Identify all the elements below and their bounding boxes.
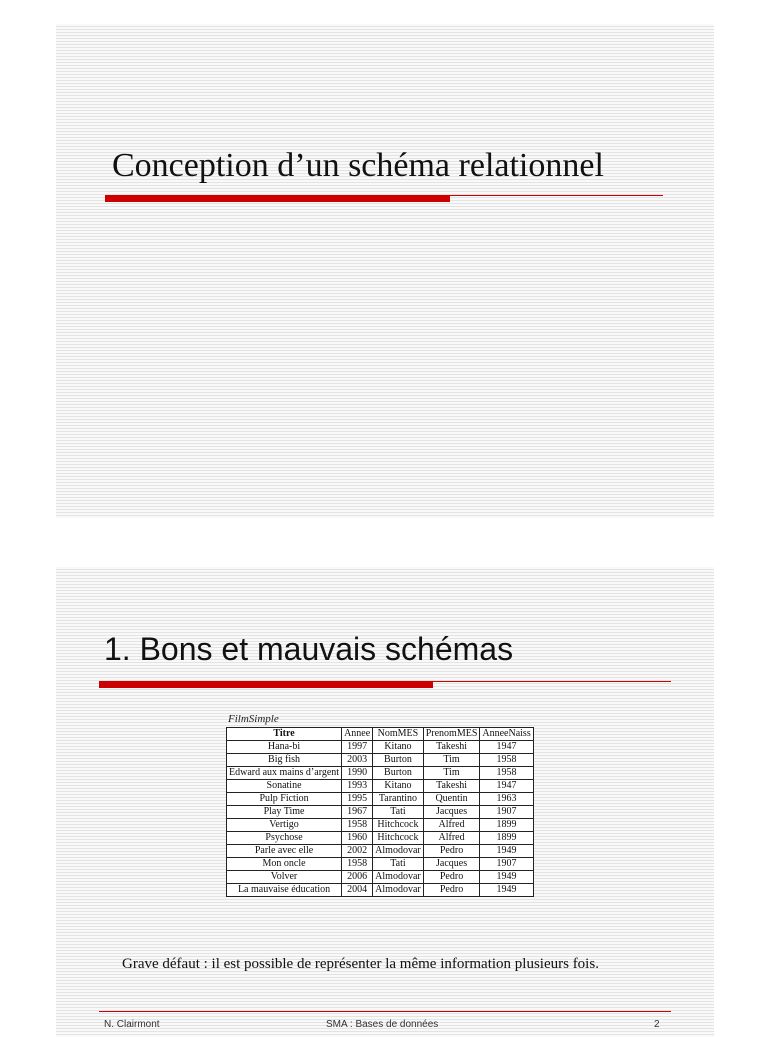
slide-2-title: 1. Bons et mauvais schémas bbox=[104, 631, 514, 667]
film-simple-table bbox=[226, 727, 534, 897]
table-cell: Hitchcock bbox=[373, 832, 424, 845]
table-cell: 1949 bbox=[480, 845, 533, 858]
table-cell: Psychose bbox=[227, 832, 342, 845]
table-cell: Quentin bbox=[423, 793, 480, 806]
table-cell: Volver bbox=[227, 871, 342, 884]
table-cell: Jacques bbox=[423, 858, 480, 871]
table-cell: La mauvaise éducation bbox=[227, 884, 342, 897]
table-cell: Pedro bbox=[423, 845, 480, 858]
table-cell: 1960 bbox=[342, 832, 373, 845]
table-body bbox=[227, 741, 534, 897]
title-rule-thick bbox=[105, 195, 450, 202]
table-cell: Tim bbox=[423, 767, 480, 780]
table-row bbox=[227, 832, 534, 845]
table-row bbox=[227, 780, 534, 793]
table-cell: Tati bbox=[373, 858, 424, 871]
footer-author: N. Clairmont bbox=[104, 1019, 160, 1030]
table-cell: 1899 bbox=[480, 819, 533, 832]
slide-1-title: Conception d’un schéma relationnel bbox=[112, 147, 604, 184]
table-row bbox=[227, 884, 534, 897]
table-cell: 2004 bbox=[342, 884, 373, 897]
table-cell: Hana-bi bbox=[227, 741, 342, 754]
table-cell: 2003 bbox=[342, 754, 373, 767]
table-cell: 1949 bbox=[480, 871, 533, 884]
table-cell: 1899 bbox=[480, 832, 533, 845]
table-cell: 1958 bbox=[342, 819, 373, 832]
title-rule-thick bbox=[99, 681, 433, 688]
table-cell: 1958 bbox=[480, 754, 533, 767]
table-cell: Burton bbox=[373, 754, 424, 767]
table-cell: Jacques bbox=[423, 806, 480, 819]
table-cell: 1949 bbox=[480, 884, 533, 897]
slide-1 bbox=[56, 24, 714, 518]
title-rule-thin bbox=[433, 681, 671, 682]
table-cell: Pedro bbox=[423, 871, 480, 884]
table-cell: Play Time bbox=[227, 806, 342, 819]
table-cell: 1958 bbox=[342, 858, 373, 871]
table-cell: Alfred bbox=[423, 819, 480, 832]
table-cell: Tarantino bbox=[373, 793, 424, 806]
table-cell: Hitchcock bbox=[373, 819, 424, 832]
table-cell: Almodovar bbox=[373, 871, 424, 884]
title-rule-thin bbox=[450, 195, 663, 196]
table-cell: Tim bbox=[423, 754, 480, 767]
table-row bbox=[227, 871, 534, 884]
table-header-row bbox=[227, 728, 534, 741]
table-cell: 1947 bbox=[480, 741, 533, 754]
table-cell: Big fish bbox=[227, 754, 342, 767]
table-row bbox=[227, 767, 534, 780]
table-cell: Tati bbox=[373, 806, 424, 819]
table-cell: 1907 bbox=[480, 806, 533, 819]
table-cell: Kitano bbox=[373, 741, 424, 754]
table-row bbox=[227, 819, 534, 832]
table-cell: Almodovar bbox=[373, 845, 424, 858]
footer-page-number: 2 bbox=[654, 1019, 660, 1030]
table-cell: 1995 bbox=[342, 793, 373, 806]
table-cell: 1993 bbox=[342, 780, 373, 793]
slide-2 bbox=[56, 567, 714, 1037]
column-header-annee: Annee bbox=[342, 728, 373, 741]
table-caption: FilmSimple bbox=[228, 713, 279, 725]
table-cell: Takeshi bbox=[423, 780, 480, 793]
column-header-prenommes: PrenomMES bbox=[423, 728, 480, 741]
table-cell: Burton bbox=[373, 767, 424, 780]
table-cell: Alfred bbox=[423, 832, 480, 845]
table-cell: 1958 bbox=[480, 767, 533, 780]
table-row bbox=[227, 793, 534, 806]
table-cell: Kitano bbox=[373, 780, 424, 793]
table-cell: Sonatine bbox=[227, 780, 342, 793]
column-header-anneenaiss: AnneeNaiss bbox=[480, 728, 533, 741]
table-cell: Almodovar bbox=[373, 884, 424, 897]
table-cell: 1947 bbox=[480, 780, 533, 793]
table-cell: Mon oncle bbox=[227, 858, 342, 871]
footer-rule bbox=[99, 1011, 671, 1012]
table-cell: Pedro bbox=[423, 884, 480, 897]
table-cell: Takeshi bbox=[423, 741, 480, 754]
table-row bbox=[227, 845, 534, 858]
table-row bbox=[227, 806, 534, 819]
table-cell: Vertigo bbox=[227, 819, 342, 832]
column-header-titre: Titre bbox=[227, 728, 342, 741]
table-cell: 2002 bbox=[342, 845, 373, 858]
footer-course: SMA : Bases de données bbox=[326, 1019, 439, 1030]
table-cell: 1967 bbox=[342, 806, 373, 819]
table-row bbox=[227, 754, 534, 767]
table-cell: Pulp Fiction bbox=[227, 793, 342, 806]
table-cell: Edward aux mains d’argent bbox=[227, 767, 342, 780]
table-cell: 1963 bbox=[480, 793, 533, 806]
column-header-nommes: NomMES bbox=[373, 728, 424, 741]
table-cell: 2006 bbox=[342, 871, 373, 884]
table-row bbox=[227, 741, 534, 754]
table-cell: 1990 bbox=[342, 767, 373, 780]
table-cell: Parle avec elle bbox=[227, 845, 342, 858]
table-cell: 1907 bbox=[480, 858, 533, 871]
slide-2-note: Grave défaut : il est possible de représenter la même information plusieurs fois. bbox=[122, 956, 599, 972]
table-row bbox=[227, 858, 534, 871]
table-cell: 1997 bbox=[342, 741, 373, 754]
